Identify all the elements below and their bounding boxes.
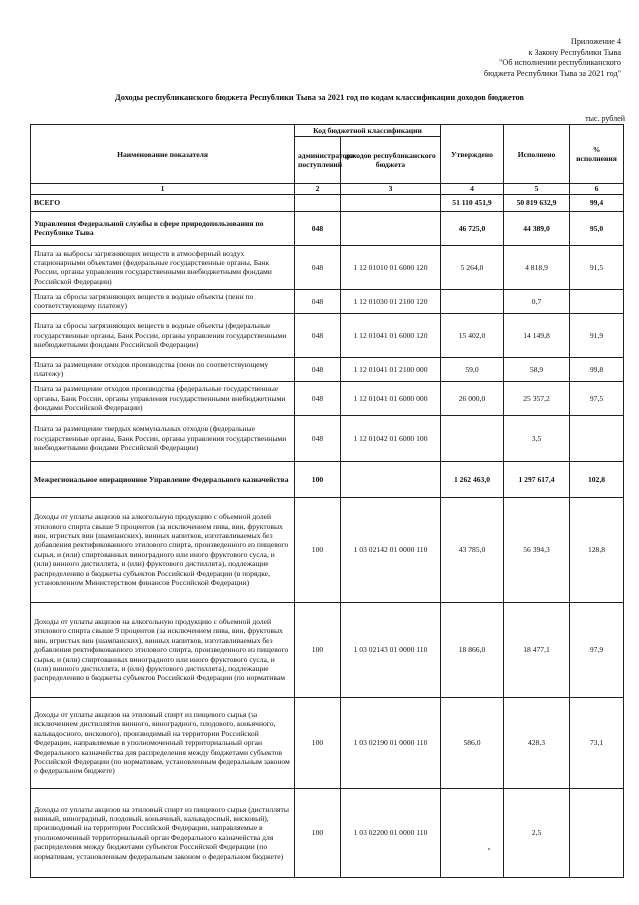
table-row	[31, 381, 624, 415]
row-percent: 97,9	[589, 645, 604, 655]
row-approved: 26 000,0	[458, 393, 486, 403]
row-executed: 2,5	[531, 828, 542, 838]
row-income-code: 1 12 01042 01 6000 100	[353, 433, 428, 443]
row-name: Доходы от уплаты акцизов на алкогольную продукцию с объемной долей этилового спирта свыше 9 процентов (за исключением пива, вин, фруктовых вин, игристых вин (шампанских), винных напитков, изготавливаемых без добавления ректификованного этилового спирта, произведенного из пищевого сырья, и (или) спиртованных виноградного или иного фруктового сусла, и (или) винного дистиллята, и (или) фруктового дистиллята), подлежащие распределению в бюджеты субъектов Российской Федерации (в порядке, установленном Министерством финансов Российской Федерации)	[34, 512, 289, 588]
row-percent: 91,5	[589, 262, 604, 272]
row-name: Межрегиональное операционное Управление Федерального казначейства	[34, 474, 289, 484]
header-code-group: Код бюджетной классификации	[295, 125, 441, 137]
row-executed: 0,7	[531, 296, 542, 306]
row-admin-code: 100	[311, 545, 324, 555]
row-admin-code: 048	[311, 364, 324, 374]
table-row	[31, 245, 624, 289]
row-executed: 25 357,2	[523, 393, 550, 403]
column-number: 6	[570, 184, 624, 194]
row-name: Плата за выбросы загрязняющих веществ в атмосферный воздух стационарными объектами (федеральные государственные органы, Банк России, органы управления государственными внебюджетными фондами Российской Федерации)	[34, 248, 272, 286]
row-approved: 586,0	[463, 738, 481, 748]
row-admin-code: 100	[311, 474, 324, 484]
row-percent: 91,9	[589, 330, 604, 340]
row-name: Управления Федеральной службы в сфере природопользования по Республике Тыва	[34, 218, 264, 238]
row-executed: 56 394,3	[523, 545, 550, 555]
row-percent: 99,8	[589, 364, 604, 374]
appendix-line: "Об исполнении республиканского	[499, 58, 621, 68]
row-executed: 44 389,0	[523, 223, 550, 233]
row-income-code: 1 12 01041 01 2100 000	[353, 364, 428, 374]
row-percent: 128,8	[587, 545, 606, 555]
table-row	[31, 211, 624, 245]
row-name: Плата за размещение твердых коммунальных отходов (федеральные государственные органы, Банк России, органы управления государственными внебюджетными фондами Российской Федерации)	[34, 424, 287, 453]
row-name: Плата за сбросы загрязняющих веществ в водные объекты (пени по соответствующему платежу)	[34, 291, 254, 311]
column-number: 2	[295, 184, 341, 194]
row-approved: 46 725,0	[458, 223, 486, 233]
row-admin-code: 100	[311, 828, 324, 838]
row-percent: 102,8	[587, 474, 606, 484]
table-row	[31, 357, 624, 381]
row-admin-code: 100	[311, 645, 324, 655]
header-approved: Утверждено	[441, 125, 504, 184]
row-income-code: 1 12 01041 01 6000 000	[353, 393, 428, 403]
row-admin-code: 048	[311, 296, 324, 306]
appendix-line: Приложение 4	[570, 37, 621, 46]
header-admin: администратора поступлений	[295, 137, 341, 184]
table-row	[31, 697, 624, 788]
table-row	[31, 194, 624, 211]
table-row	[31, 415, 624, 461]
row-income-code: 1 03 02190 01 0000 110	[353, 738, 428, 748]
row-income-code: 1 12 01030 01 2100 120	[353, 296, 428, 306]
column-number: 1	[31, 184, 295, 194]
table-row	[31, 313, 624, 357]
row-executed: 50 819 632,9	[516, 198, 557, 208]
row-name: Доходы от уплаты акцизов на алкогольную продукцию с объемной долей этилового спирта свыше 9 процентов (за исключением пива, вин, фруктовых вин, игристых вин (шампанских), винных напитков, изготавливаемых без добавления ректификованного этилового спирта, произведенного из пищевого сырья, и (или) спиртованных виноградного или иного фруктового сусла, и (или) винного дистиллята, и (или) фруктового дистиллята), подлежащие распределению в бюджеты субъектов Российской Федерации (по нормативам	[34, 616, 289, 683]
row-admin-code: 048	[311, 433, 324, 443]
header-income: доходов республиканского бюджета	[341, 137, 441, 184]
row-executed: 428,3	[527, 738, 546, 748]
table-row	[31, 788, 624, 877]
income-table	[30, 124, 624, 878]
header-row	[31, 125, 624, 137]
row-percent: 95,0	[589, 223, 604, 233]
row-percent: 97,5	[589, 393, 604, 403]
row-approved: 18 866,0	[458, 645, 486, 655]
row-income-code: 1 12 01041 01 6000 120	[353, 330, 428, 340]
row-income-code: 1 03 02200 01 0000 110	[353, 828, 428, 838]
row-income-code: 1 03 02142 01 0000 110	[353, 545, 428, 555]
column-number: 3	[341, 184, 441, 194]
row-name: ВСЕГО	[34, 198, 61, 208]
table-row	[31, 497, 624, 602]
row-approved: 5 264,0	[460, 262, 484, 272]
row-percent: 73,1	[589, 738, 604, 748]
row-income-code: 1 03 02143 01 0000 110	[353, 645, 428, 655]
column-number: 4	[441, 184, 504, 194]
row-executed: 1 297 617,4	[518, 474, 555, 484]
row-approved: 15 402,0	[458, 330, 486, 340]
units-label: тыс. рублей	[585, 114, 625, 123]
scan-speck	[488, 848, 490, 850]
row-name: Доходы от уплаты акцизов на этиловый спирт из пищевого сырья (за исключением дистиллятов винного, виноградного, плодового, коньячного, кальвадосного, вискового), производимый на территории Российской Федерации, направляемые в уполномоченный территориальный орган Федерального казначейства для распределения между бюджетами субъектов Российской Федерации (по нормативам, установленным федеральным законом о федеральном бюджете)	[34, 709, 290, 776]
appendix-line: к Закону Республики Тыва	[528, 47, 621, 57]
row-percent: 99,4	[589, 198, 604, 208]
row-admin-code: 048	[311, 223, 324, 233]
header-executed: Исполнено	[504, 125, 570, 184]
row-executed: 14 149,8	[523, 330, 550, 340]
row-admin-code: 048	[311, 262, 324, 272]
appendix-line: бюджета Республики Тыва за 2021 год"	[483, 68, 621, 78]
header-name: Наименование показателя	[31, 125, 295, 184]
document-title: Доходы республиканского бюджета Республики Тыва за 2021 год по кодам классификации доходов бюджетов	[115, 93, 524, 102]
row-executed: 3,5	[531, 433, 542, 443]
row-executed: 4 818,9	[525, 262, 548, 272]
row-executed: 18 477,1	[523, 645, 550, 655]
table-row	[31, 461, 624, 497]
row-admin-code: 048	[311, 393, 324, 403]
row-name: Плата за размещение отходов производства (пени по соответствующему платежу)	[34, 359, 269, 379]
row-approved: 51 110 451,9	[452, 198, 492, 208]
header-percent: % исполнения	[570, 125, 624, 184]
row-income-code: 1 12 01010 01 6000 120	[353, 262, 428, 272]
appendix-note	[484, 37, 621, 79]
column-number-row	[31, 184, 624, 194]
table-row	[31, 602, 624, 697]
row-name: Плата за сбросы загрязняющих веществ в водные объекты (федеральные государственные органы, Банк России, органы управления государственными внебюджетными фондами Российской Федерации)	[34, 321, 287, 350]
row-approved: 1 262 463,0	[453, 474, 491, 484]
row-approved: 59,0	[465, 364, 479, 374]
row-admin-code: 100	[311, 738, 324, 748]
row-name: Плата за размещение отходов производства (федеральные государственные органы, Банк России, органы управления государственными внебюджетными фондами Российской Федерации)	[34, 384, 286, 413]
table-body	[31, 194, 624, 877]
row-admin-code: 048	[311, 330, 324, 340]
row-name: Доходы от уплаты акцизов на этиловый спирт из пищевого сырья (дистилляты винный, виноградный, плодовый, коньячный, кальвадосный, висковый), производимый на территории Российской Федерации, направляемые в уполномоченный территориальный орган Федерального казначейства для распределения между бюджетами субъектов Российской Федерации (по нормативам, установленным федеральным законом о федеральном бюджете)	[34, 804, 289, 861]
row-approved: 43 785,0	[458, 545, 486, 555]
table-row	[31, 289, 624, 313]
row-executed: 58,9	[529, 364, 544, 374]
column-number: 5	[504, 184, 570, 194]
